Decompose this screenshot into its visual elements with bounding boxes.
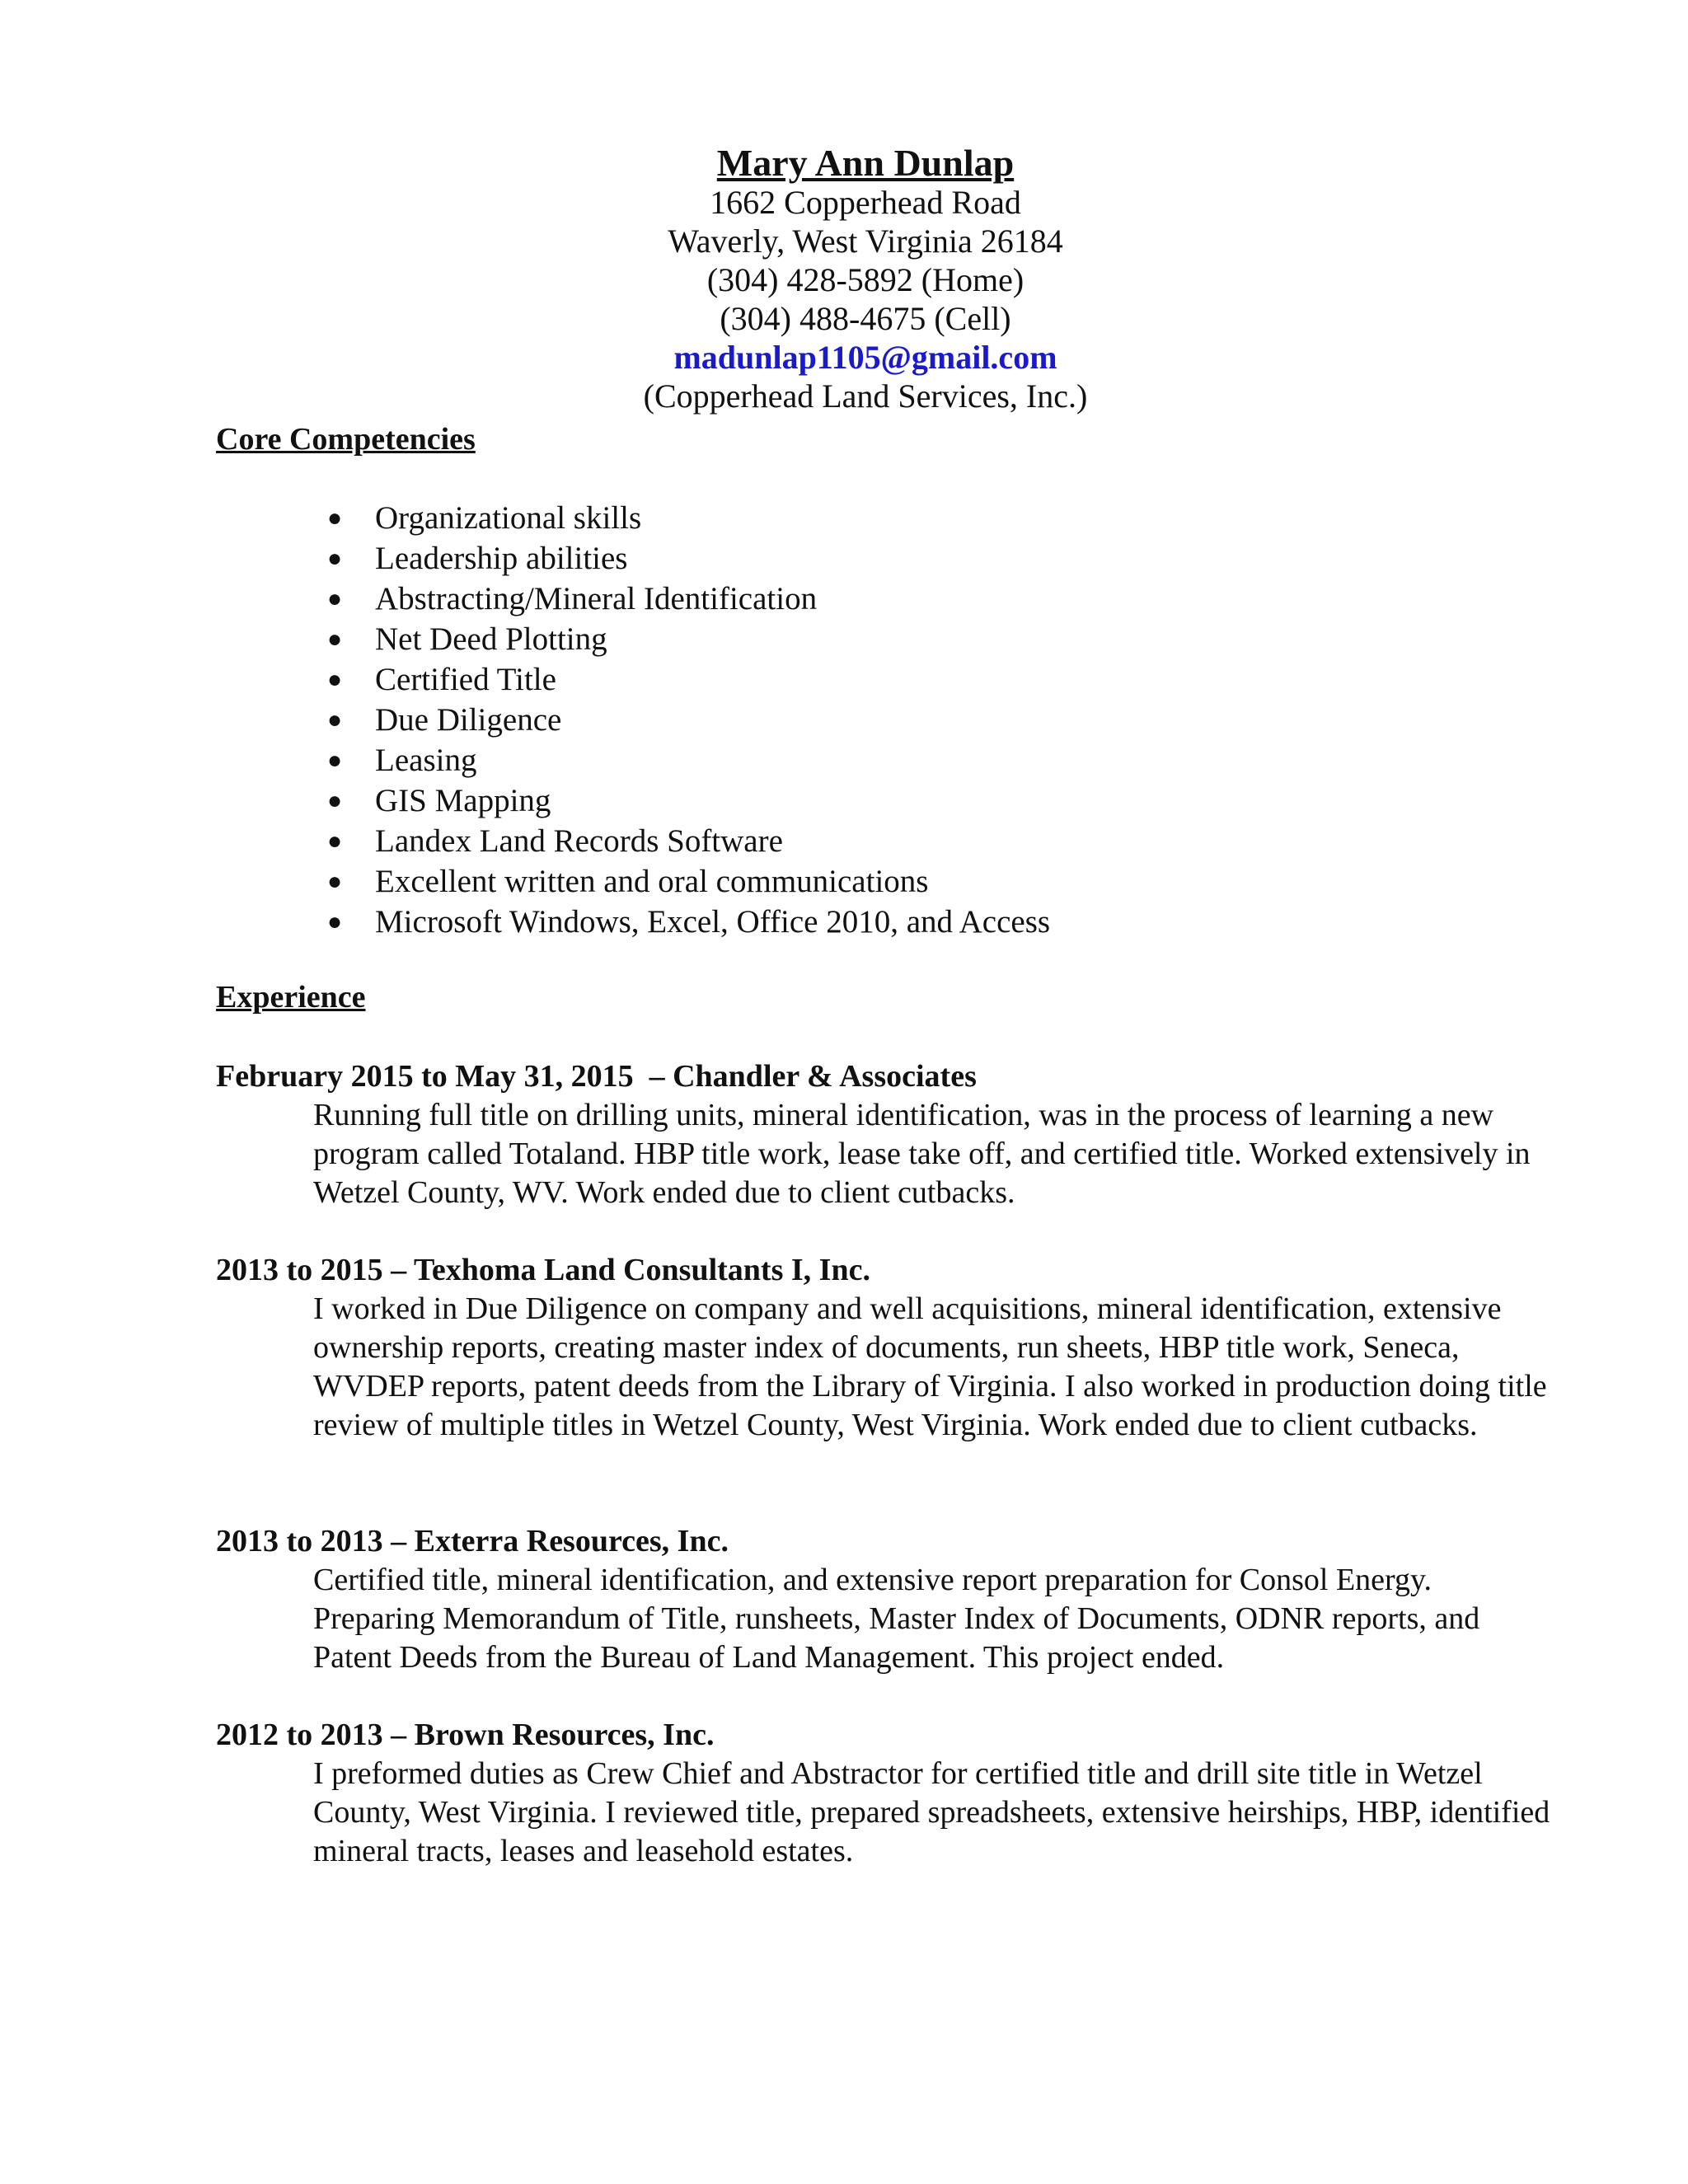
- job-description: Certified title, mineral identification, and extensive report preparation for Consol Energy. Preparing Memorandum of Title, runsheets, Master Index of Documents, ODNR reports, and Patent Deeds from the Bureau of Land Management. This project ended.: [313, 1563, 1480, 1675]
- list-item: ● Net Deed Plotting: [216, 619, 1050, 659]
- address-street: 1662 Copperhead Road: [710, 184, 1021, 221]
- phone-home: (304) 428-5892 (Home): [706, 261, 1025, 298]
- job-entry-texhoma: [216, 1251, 1551, 1445]
- job-entry-chandler: [216, 1057, 1551, 1212]
- bullet-icon: ●: [327, 868, 343, 895]
- job-description: Running full title on drilling units, mineral identification, was in the process of learning a new program called Totaland. HBP title work, lease take off, and certified title. Worked extensively in Wetzel County, WV. Work ended due to client cutbacks.: [313, 1098, 1531, 1210]
- core-competencies-heading: Core Competencies: [216, 422, 476, 457]
- bullet-icon: ●: [327, 585, 343, 612]
- phone-cell: (304) 488-4675 (Cell): [720, 300, 1011, 337]
- list-item: ● GIS Mapping: [216, 780, 1050, 821]
- job-title: February 2015 to May 31, 2015 – Chandler & Associates: [216, 1059, 977, 1094]
- list-item: ● Certified Title: [216, 659, 1050, 700]
- bullet-icon: ●: [327, 504, 343, 532]
- address-city-state: Waverly, West Virginia 26184: [668, 223, 1063, 260]
- bullet-icon: ●: [327, 666, 343, 693]
- candidate-name: Mary Ann Dunlap: [716, 142, 1015, 184]
- list-item: ● Landex Land Records Software: [216, 821, 1050, 861]
- company-name: (Copperhead Land Services, Inc.): [643, 377, 1088, 415]
- job-entry-exterra: [216, 1522, 1551, 1677]
- list-item: ● Abstracting/Mineral Identification: [216, 579, 1050, 619]
- list-item: ● Organizational skills: [216, 498, 1050, 538]
- bullet-icon: ●: [327, 787, 343, 814]
- bullet-icon: ●: [327, 626, 343, 653]
- bullet-icon: ●: [327, 908, 343, 935]
- job-description: I preformed duties as Crew Chief and Abstractor for certified title and drill site title in Wetzel County, West Virginia. I reviewed title, prepared spreadsheets, extensive heirships, HBP, identified mineral tracts, leases and leasehold estates.: [313, 1756, 1550, 1868]
- list-item: ● Microsoft Windows, Excel, Office 2010, and Access: [216, 902, 1050, 942]
- email-link[interactable]: madunlap1105@gmail.com: [673, 339, 1057, 376]
- bullet-icon: ●: [327, 706, 343, 733]
- list-item: ● Leasing: [216, 740, 1050, 780]
- job-title: 2013 to 2013 – Exterra Resources, Inc.: [216, 1524, 729, 1558]
- contact-header: [0, 140, 1688, 415]
- job-description: I worked in Due Diligence on company and well acquisitions, mineral identification, extensive ownership reports, creating master index of documents, run sheets, HBP title work, Seneca, WVDEP reports, patent deeds from the Library of Virginia. I also worked in production doing title review of multiple titles in Wetzel County, West Virginia. Work ended due to client cutbacks.: [313, 1291, 1547, 1442]
- job-title: 2012 to 2013 – Brown Resources, Inc.: [216, 1718, 715, 1752]
- job-title: 2013 to 2015 – Texhoma Land Consultants I, Inc.: [216, 1253, 870, 1287]
- bullet-icon: ●: [327, 747, 343, 774]
- bullet-icon: ●: [327, 545, 343, 572]
- list-item: ● Excellent written and oral communications: [216, 861, 1050, 902]
- experience-heading: Experience: [216, 980, 366, 1015]
- job-entry-brown: [216, 1716, 1551, 1871]
- competencies-list: [216, 498, 1050, 942]
- bullet-icon: ●: [327, 827, 343, 855]
- list-item: ● Due Diligence: [216, 700, 1050, 740]
- list-item: ● Leadership abilities: [216, 538, 1050, 579]
